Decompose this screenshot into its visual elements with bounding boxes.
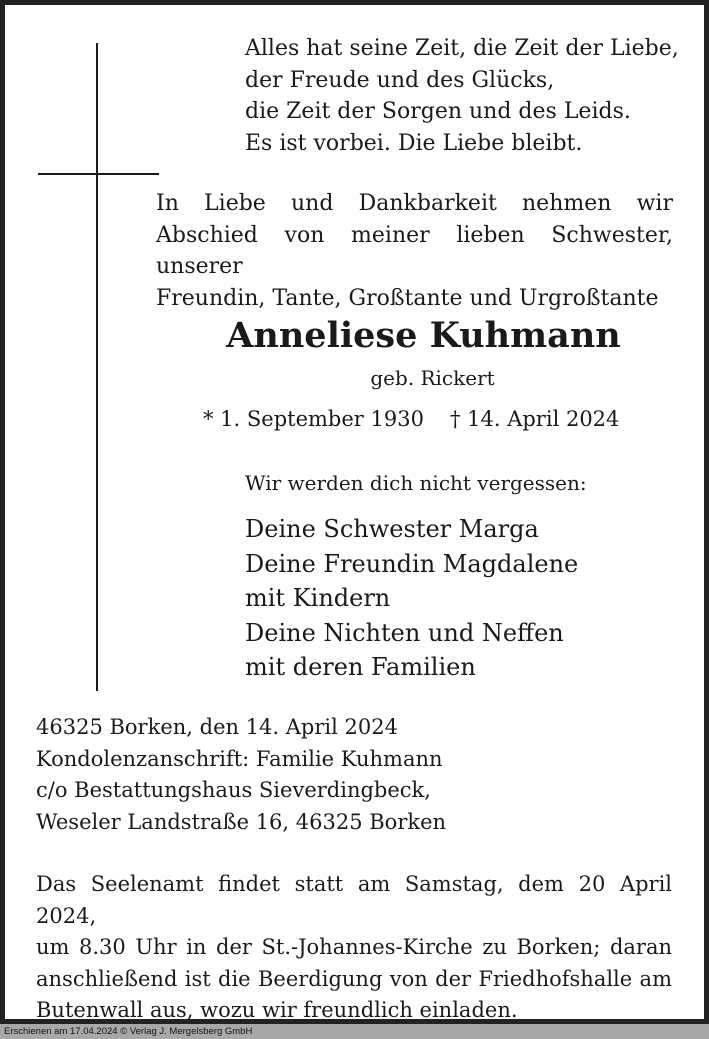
service-line: Butenwall aus, wozu wir freundlich einladen.: [36, 998, 518, 1022]
deceased-name: Anneliese Kuhmann: [226, 315, 621, 356]
poem-line: Alles hat seine Zeit, die Zeit der Liebe,: [245, 36, 679, 61]
intro-line: Abschied von meiner lieben Schwester, unserer: [156, 222, 673, 279]
poem: [245, 33, 679, 159]
mourner: Deine Nichten und Neffen: [245, 618, 564, 647]
intro-line: Freundin, Tante, Großtante und Urgroßtante: [156, 285, 659, 311]
intro-text: [156, 188, 673, 314]
service-line: um 8.30 Uhr in der St.-Johannes-Kirche zu Borken; daran: [36, 935, 672, 959]
cross-vertical-beam: [96, 43, 98, 691]
address-line: c/o Bestattungshaus Sieverdingbeck,: [36, 778, 431, 802]
poem-line: Es ist vorbei. Die Liebe bleibt.: [245, 130, 583, 156]
mourner: mit Kindern: [245, 584, 391, 612]
farewell-line: Wir werden dich nicht vergessen:: [245, 471, 587, 495]
maiden-name: geb. Rickert: [370, 366, 495, 390]
service-announcement: [36, 869, 672, 1027]
address-line: Kondolenzanschrift: Familie Kuhmann: [36, 746, 443, 771]
birth-date: * 1. September 1930: [203, 407, 424, 431]
death-date: † 14. April 2024: [449, 407, 620, 431]
publication-footer: Erschienen am 17.04.2024 © Verlag J. Mergelsberg GmbH: [0, 1024, 709, 1039]
service-line: anschließend ist die Beerdigung von der Friedhofshalle am: [36, 966, 672, 991]
life-dates: [203, 404, 619, 434]
mourner: mit deren Familien: [245, 653, 476, 681]
address-line: Weseler Landstraße 16, 46325 Borken: [36, 809, 447, 834]
poem-line: die Zeit der Sorgen und des Leids.: [245, 99, 631, 124]
poem-line: der Freude und des Glücks,: [245, 67, 555, 93]
intro-line: In Liebe und Dankbarkeit nehmen wir: [156, 191, 673, 216]
service-line: Das Seelenamt findet statt am Samstag, dem 20 April 2024,: [36, 872, 672, 928]
address-line: 46325 Borken, den 14. April 2024: [36, 715, 398, 739]
mourners-list: [245, 512, 578, 685]
condolence-address: [36, 712, 446, 838]
mourner: Deine Freundin Magdalene: [245, 549, 579, 578]
cross-horizontal-beam: [38, 173, 159, 175]
mourner: Deine Schwester Marga: [245, 515, 539, 543]
